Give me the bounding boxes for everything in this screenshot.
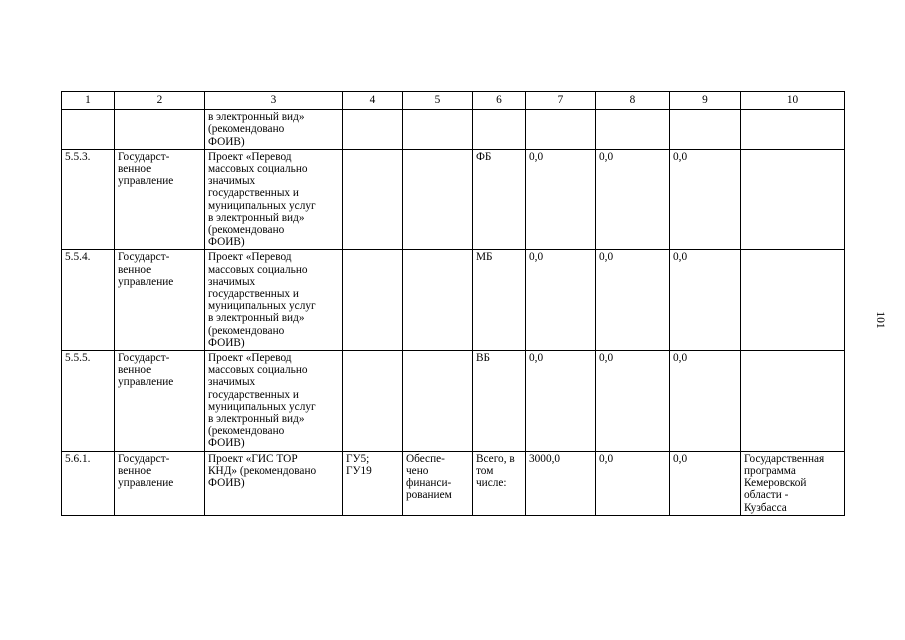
amount-cell-2: 0,0	[596, 250, 670, 351]
table-body	[62, 110, 845, 516]
sphere-cell: Государст- венное управление	[115, 451, 205, 515]
status-cell: Обеспе- чено финанси- рованием	[403, 451, 473, 515]
budget-table	[61, 91, 845, 516]
program-cell	[741, 149, 845, 250]
source-cell: МБ	[473, 250, 526, 351]
header-row	[62, 92, 845, 110]
sphere-cell: Государст- венное управление	[115, 351, 205, 452]
amount-cell-3: 0,0	[670, 149, 741, 250]
column-header-9: 9	[670, 92, 741, 110]
status-cell	[403, 351, 473, 452]
amount-cell-1: 0,0	[526, 351, 596, 452]
program-cell	[741, 110, 845, 150]
sphere-cell: Государст- венное управление	[115, 149, 205, 250]
project-cell: Проект «Перевод массовых социально значимых государственных и муниципальных услуг в электронный вид» (рекомендовано ФОИВ)	[205, 351, 343, 452]
project-cell: Проект «ГИС ТОР КНД» (рекомендовано ФОИВ)	[205, 451, 343, 515]
amount-cell-2: 0,0	[596, 149, 670, 250]
amount-cell-3	[670, 110, 741, 150]
column-header-5: 5	[403, 92, 473, 110]
table-row	[62, 451, 845, 515]
table-row	[62, 110, 845, 150]
program-cell	[741, 351, 845, 452]
amount-cell-3: 0,0	[670, 250, 741, 351]
table-row	[62, 351, 845, 452]
amount-cell-3: 0,0	[670, 351, 741, 452]
sphere-cell: Государст- венное управление	[115, 250, 205, 351]
column-header-6: 6	[473, 92, 526, 110]
source-cell: ФБ	[473, 149, 526, 250]
amount-cell-1: 3000,0	[526, 451, 596, 515]
column-header-3: 3	[205, 92, 343, 110]
code-cell	[343, 351, 403, 452]
status-cell	[403, 250, 473, 351]
column-header-10: 10	[741, 92, 845, 110]
amount-cell-3: 0,0	[670, 451, 741, 515]
project-cell: Проект «Перевод массовых социально значимых государственных и муниципальных услуг в электронный вид» (рекомендовано ФОИВ)	[205, 250, 343, 351]
source-cell: Всего, в том числе:	[473, 451, 526, 515]
status-cell	[403, 110, 473, 150]
amount-cell-2: 0,0	[596, 351, 670, 452]
row-number-cell: 5.6.1.	[62, 451, 115, 515]
amount-cell-2	[596, 110, 670, 150]
status-cell	[403, 149, 473, 250]
table-row	[62, 149, 845, 250]
program-cell	[741, 250, 845, 351]
source-cell	[473, 110, 526, 150]
amount-cell-1: 0,0	[526, 250, 596, 351]
row-number-cell: 5.5.3.	[62, 149, 115, 250]
code-cell	[343, 250, 403, 351]
row-number-cell: 5.5.5.	[62, 351, 115, 452]
table-row	[62, 250, 845, 351]
column-header-8: 8	[596, 92, 670, 110]
column-header-4: 4	[343, 92, 403, 110]
page-number: 101	[874, 311, 886, 329]
source-cell: ВБ	[473, 351, 526, 452]
amount-cell-2: 0,0	[596, 451, 670, 515]
project-cell: в электронный вид» (рекомендовано ФОИВ)	[205, 110, 343, 150]
code-cell	[343, 110, 403, 150]
column-header-2: 2	[115, 92, 205, 110]
row-number-cell	[62, 110, 115, 150]
column-header-7: 7	[526, 92, 596, 110]
project-cell: Проект «Перевод массовых социально значимых государственных и муниципальных услуг в электронный вид» (рекомендовано ФОИВ)	[205, 149, 343, 250]
sphere-cell	[115, 110, 205, 150]
column-header-1: 1	[62, 92, 115, 110]
amount-cell-1: 0,0	[526, 149, 596, 250]
code-cell	[343, 149, 403, 250]
program-cell: Государственная программа Кемеровской области - Кузбасса	[741, 451, 845, 515]
row-number-cell: 5.5.4.	[62, 250, 115, 351]
amount-cell-1	[526, 110, 596, 150]
table-header	[62, 92, 845, 110]
code-cell: ГУ5; ГУ19	[343, 451, 403, 515]
